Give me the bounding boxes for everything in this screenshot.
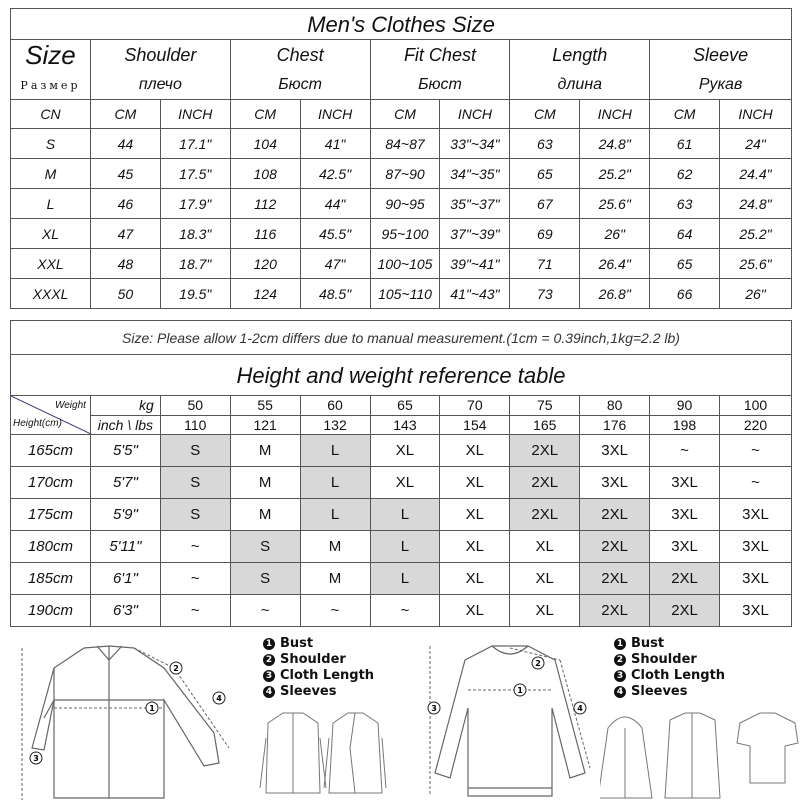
size-cell: 37"~39" [440, 219, 510, 249]
recommended-size: XL [440, 531, 510, 563]
height-inch: 5'5" [90, 435, 160, 467]
recommended-size: XL [440, 499, 510, 531]
recommended-size: XL [440, 435, 510, 467]
height-cm: 180cm [11, 531, 91, 563]
size-row [11, 249, 792, 279]
recommended-size: 2XL [580, 531, 650, 563]
size-cell: 25.6" [580, 189, 650, 219]
recommended-size: 3XL [720, 531, 792, 563]
size-code: XXXL [11, 279, 91, 309]
recommended-size: L [370, 531, 440, 563]
unit-row [11, 100, 792, 129]
hw-chart-table [10, 395, 792, 627]
recommended-size: XL [370, 435, 440, 467]
size-cell: 44" [300, 189, 370, 219]
size-cell: 120 [230, 249, 300, 279]
size-cell: 65 [650, 249, 720, 279]
height-inch: 5'9" [90, 499, 160, 531]
recommended-size: 3XL [650, 467, 720, 499]
recommended-size: XL [510, 531, 580, 563]
legend-number: 1 [263, 638, 275, 650]
legend-number: 1 [614, 638, 626, 650]
hw-row [11, 435, 792, 467]
legend-label: Shoulder [631, 652, 697, 667]
kg-value: 70 [440, 396, 510, 416]
recommended-size: 2XL [580, 563, 650, 595]
size-cell: 24.8" [580, 129, 650, 159]
size-cell: 62 [650, 159, 720, 189]
height-cm: 175cm [11, 499, 91, 531]
group-header-ru: Бюст [230, 71, 370, 100]
size-code: M [11, 159, 91, 189]
callout-2: 2 [173, 664, 179, 673]
size-cell: 26.8" [580, 279, 650, 309]
legend-item [263, 652, 374, 668]
recommended-size: XL [510, 595, 580, 627]
callout-1: 1 [517, 686, 523, 695]
recommended-size: S [160, 467, 230, 499]
jacket-sketches [258, 708, 388, 798]
recommended-size: 3XL [580, 467, 650, 499]
group-header-en: Sleeve [650, 40, 792, 72]
size-code: XXL [11, 249, 91, 279]
size-cell: 47" [300, 249, 370, 279]
size-chart-title: Men's Clothes Size [10, 8, 792, 40]
recommended-size: M [300, 563, 370, 595]
lbs-value: 132 [300, 415, 370, 435]
callout-1: 1 [149, 704, 155, 713]
recommended-size: XL [440, 467, 510, 499]
size-cell: 90~95 [370, 189, 440, 219]
corner-diagonal-cell [11, 396, 91, 435]
unit-inch: INCH [160, 100, 230, 129]
height-inch: 6'1" [90, 563, 160, 595]
size-cell: 116 [230, 219, 300, 249]
lbs-value: 220 [720, 415, 792, 435]
recommended-size: S [230, 531, 300, 563]
unit-inch: INCH [720, 100, 792, 129]
lbs-label: inch \ lbs [90, 415, 160, 435]
size-cell: 34"~35" [440, 159, 510, 189]
hw-row [11, 531, 792, 563]
size-cell: 50 [90, 279, 160, 309]
hoodie-cardigan-tshirt-sketches [600, 708, 800, 803]
kg-value: 65 [370, 396, 440, 416]
size-cell: 84~87 [370, 129, 440, 159]
unit-inch: INCH [440, 100, 510, 129]
recommended-size: ~ [720, 467, 792, 499]
hw-row [11, 467, 792, 499]
legend-item [614, 636, 725, 652]
size-cell: 67 [510, 189, 580, 219]
legend-label: Sleeves [631, 684, 688, 699]
group-header-en: Chest [230, 40, 370, 72]
kg-value: 60 [300, 396, 370, 416]
kg-value: 90 [650, 396, 720, 416]
recommended-size: M [230, 499, 300, 531]
recommended-size: 3XL [720, 563, 792, 595]
size-cell: 33"~34" [440, 129, 510, 159]
recommended-size: L [370, 499, 440, 531]
recommended-size: ~ [650, 435, 720, 467]
size-cell: 26.4" [580, 249, 650, 279]
recommended-size: ~ [160, 595, 230, 627]
hw-row [11, 563, 792, 595]
recommended-size: M [230, 435, 300, 467]
shirt-measure-illustration [14, 638, 264, 804]
legend-number: 2 [263, 654, 275, 666]
size-cell: 42.5" [300, 159, 370, 189]
size-chart-table [10, 39, 792, 309]
legend-item [263, 636, 374, 652]
size-header: Size [11, 40, 91, 72]
recommended-size: ~ [160, 563, 230, 595]
size-cell: 18.3" [160, 219, 230, 249]
legend-label: Bust [280, 636, 314, 651]
size-row [11, 279, 792, 309]
size-cell: 46 [90, 189, 160, 219]
size-cell: 24.4" [720, 159, 792, 189]
kg-value: 50 [160, 396, 230, 416]
lbs-value: 198 [650, 415, 720, 435]
size-cell: 47 [90, 219, 160, 249]
size-cell: 25.2" [580, 159, 650, 189]
legend-number: 3 [614, 670, 626, 682]
size-header-ru: Размер [11, 71, 91, 100]
legend-left [263, 636, 374, 700]
unit-inch: INCH [300, 100, 370, 129]
size-cell: 35"~37" [440, 189, 510, 219]
recommended-size: XL [510, 563, 580, 595]
recommended-size: ~ [230, 595, 300, 627]
recommended-size: 3XL [650, 531, 720, 563]
group-header-en: Shoulder [90, 40, 230, 72]
size-cell: 45.5" [300, 219, 370, 249]
recommended-size: 2XL [510, 467, 580, 499]
size-cell: 17.9" [160, 189, 230, 219]
kg-value: 75 [510, 396, 580, 416]
recommended-size: 2XL [510, 499, 580, 531]
size-cell: 61 [650, 129, 720, 159]
legend-item [614, 684, 725, 700]
group-header-ru: плечо [90, 71, 230, 100]
unit-cm: CM [650, 100, 720, 129]
legend-item [263, 668, 374, 684]
size-cell: 24" [720, 129, 792, 159]
size-rows [11, 129, 792, 309]
group-header-ru: длина [510, 71, 650, 100]
size-cell: 112 [230, 189, 300, 219]
recommended-size: 2XL [650, 595, 720, 627]
legend-label: Cloth Length [631, 668, 726, 683]
size-row [11, 129, 792, 159]
size-cell: 87~90 [370, 159, 440, 189]
lbs-value: 110 [160, 415, 230, 435]
size-cell: 66 [650, 279, 720, 309]
size-cell: 17.5" [160, 159, 230, 189]
size-cell: 63 [510, 129, 580, 159]
callout-4: 4 [577, 704, 583, 713]
size-code: XL [11, 219, 91, 249]
size-cell: 108 [230, 159, 300, 189]
unit-cm: CM [510, 100, 580, 129]
size-cell: 19.5" [160, 279, 230, 309]
sweater-measure-illustration [420, 638, 610, 804]
legend-number: 4 [614, 686, 626, 698]
hw-row [11, 595, 792, 627]
unit-inch: INCH [580, 100, 650, 129]
size-cell: 105~110 [370, 279, 440, 309]
recommended-size: 3XL [580, 435, 650, 467]
group-header-en: Length [510, 40, 650, 72]
size-cell: 48 [90, 249, 160, 279]
legend-label: Sleeves [280, 684, 337, 699]
size-cell: 69 [510, 219, 580, 249]
legend-item [614, 652, 725, 668]
recommended-size: XL [370, 467, 440, 499]
group-header-ru: Бюст [370, 71, 510, 100]
recommended-size: 2XL [650, 563, 720, 595]
size-row [11, 189, 792, 219]
recommended-size: S [160, 435, 230, 467]
size-cell: 41"~43" [440, 279, 510, 309]
recommended-size: 2XL [580, 499, 650, 531]
size-cell: 25.6" [720, 249, 792, 279]
lbs-value: 165 [510, 415, 580, 435]
recommended-size: M [230, 467, 300, 499]
size-cell: 124 [230, 279, 300, 309]
size-cell: 26" [580, 219, 650, 249]
recommended-size: 2XL [580, 595, 650, 627]
recommended-size: ~ [300, 595, 370, 627]
height-cm: 190cm [11, 595, 91, 627]
height-inch: 5'11" [90, 531, 160, 563]
size-row [11, 219, 792, 249]
unit-cm: CM [230, 100, 300, 129]
recommended-size: ~ [720, 435, 792, 467]
corner-weight-label: Weight [54, 400, 86, 411]
size-row [11, 159, 792, 189]
legend-item [614, 668, 725, 684]
cn-header: CN [11, 100, 91, 129]
height-cm: 185cm [11, 563, 91, 595]
lbs-value: 143 [370, 415, 440, 435]
size-cell: 71 [510, 249, 580, 279]
size-cell: 64 [650, 219, 720, 249]
callout-2: 2 [535, 659, 541, 668]
callout-4: 4 [216, 694, 222, 703]
kg-value: 100 [720, 396, 792, 416]
size-code: S [11, 129, 91, 159]
recommended-size: M [300, 531, 370, 563]
size-cell: 104 [230, 129, 300, 159]
size-note: Size: Please allow 1-2cm differs due to manual measurement.(1cm = 0.39inch,1kg=2.2 lb) [10, 320, 792, 355]
size-cell: 26" [720, 279, 792, 309]
size-cell: 95~100 [370, 219, 440, 249]
size-cell: 24.8" [720, 189, 792, 219]
legend-right [614, 636, 725, 700]
legend-number: 4 [263, 686, 275, 698]
hw-rows [11, 435, 792, 627]
size-cell: 65 [510, 159, 580, 189]
legend-item [263, 684, 374, 700]
group-header-en: Fit Chest [370, 40, 510, 72]
legend-number: 3 [263, 670, 275, 682]
kg-value: 55 [230, 396, 300, 416]
group-header-ru: Рукав [650, 71, 792, 100]
recommended-size: S [160, 499, 230, 531]
height-cm: 165cm [11, 435, 91, 467]
size-cell: 63 [650, 189, 720, 219]
recommended-size: XL [440, 563, 510, 595]
recommended-size: XL [440, 595, 510, 627]
size-cell: 25.2" [720, 219, 792, 249]
legend-label: Bust [631, 636, 665, 651]
recommended-size: 3XL [650, 499, 720, 531]
lbs-value: 121 [230, 415, 300, 435]
hw-row [11, 499, 792, 531]
height-inch: 6'3" [90, 595, 160, 627]
recommended-size: L [300, 467, 370, 499]
hw-chart-title: Height and weight reference table [10, 354, 792, 396]
recommended-size: S [230, 563, 300, 595]
recommended-size: L [300, 499, 370, 531]
size-cell: 45 [90, 159, 160, 189]
kg-label: kg [90, 396, 160, 416]
size-code: L [11, 189, 91, 219]
size-cell: 73 [510, 279, 580, 309]
callout-3: 3 [431, 704, 437, 713]
height-cm: 170cm [11, 467, 91, 499]
unit-cm: CM [90, 100, 160, 129]
legend-label: Cloth Length [280, 668, 375, 683]
recommended-size: ~ [160, 531, 230, 563]
recommended-size: 3XL [720, 499, 792, 531]
lbs-value: 176 [580, 415, 650, 435]
corner-height-label: Height(cm) [13, 418, 62, 429]
size-cell: 41" [300, 129, 370, 159]
size-cell: 48.5" [300, 279, 370, 309]
lbs-value: 154 [440, 415, 510, 435]
recommended-size: L [370, 563, 440, 595]
size-cell: 17.1" [160, 129, 230, 159]
unit-cm: CM [370, 100, 440, 129]
recommended-size: 3XL [720, 595, 792, 627]
kg-value: 80 [580, 396, 650, 416]
size-cell: 39"~41" [440, 249, 510, 279]
recommended-size: L [300, 435, 370, 467]
size-cell: 100~105 [370, 249, 440, 279]
legend-number: 2 [614, 654, 626, 666]
size-cell: 44 [90, 129, 160, 159]
size-cell: 18.7" [160, 249, 230, 279]
callout-3: 3 [33, 754, 39, 763]
legend-label: Shoulder [280, 652, 346, 667]
recommended-size: ~ [370, 595, 440, 627]
recommended-size: 2XL [510, 435, 580, 467]
height-inch: 5'7" [90, 467, 160, 499]
